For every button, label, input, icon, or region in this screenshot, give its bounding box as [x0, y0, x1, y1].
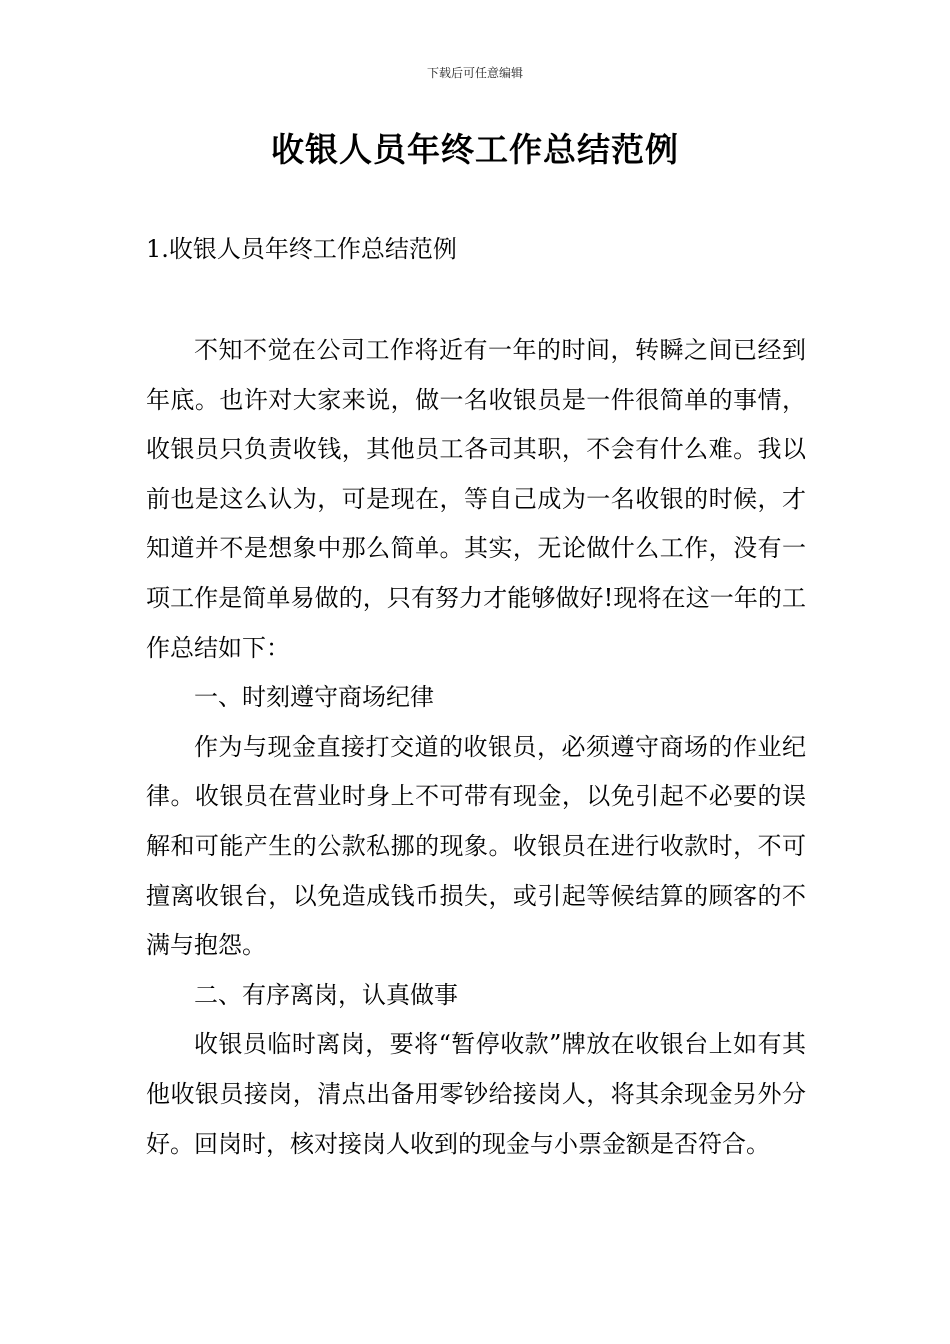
subheading-discipline: 一、时刻遵守商场纪律	[194, 683, 434, 712]
document-body	[146, 326, 806, 1169]
subheading-leaving-post: 二、有序离岗，认真做事	[194, 980, 458, 1009]
paragraph-discipline: 作为与现金直接打交道的收银员，必须遵守商场的作业纪律。收银员在营业时身上不可带有现金，以免引起不必要的误解和可能产生的公款私挪的现象。收银员在进行收款时，不可擅离收银台，以免造成钱币损失，或引起等候结算的顾客的不满与抱怨。	[146, 732, 806, 960]
paragraph-leaving-post: 收银员临时离岗，要将“暂停收款”牌放在收银台上如有其他收银员接岗，清点出备用零钞给接岗人，将其余现金另外分好。回岗时，核对接岗人收到的现金与小票金额是否符合。	[146, 1030, 806, 1158]
paragraph-intro: 不知不觉在公司工作将近有一年的时间，转瞬之间已经到年底。也许对大家来说，做一名收银员是一件很简单的事情，收银员只负责收钱，其他员工各司其职，不会有什么难。我以前也是这么认为，可是现在，等自己成为一名收银的时候，才知道并不是想象中那么简单。其实，无论做什么工作，没有一项工作是简单易做的，只有努力才能够做好!现将在这一年的工作总结如下：	[146, 336, 806, 662]
header-note: 下载后可任意编辑	[426, 66, 523, 80]
document-title: 收银人员年终工作总结范例	[271, 130, 679, 169]
section-heading: 1.收银人员年终工作总结范例	[146, 235, 457, 263]
